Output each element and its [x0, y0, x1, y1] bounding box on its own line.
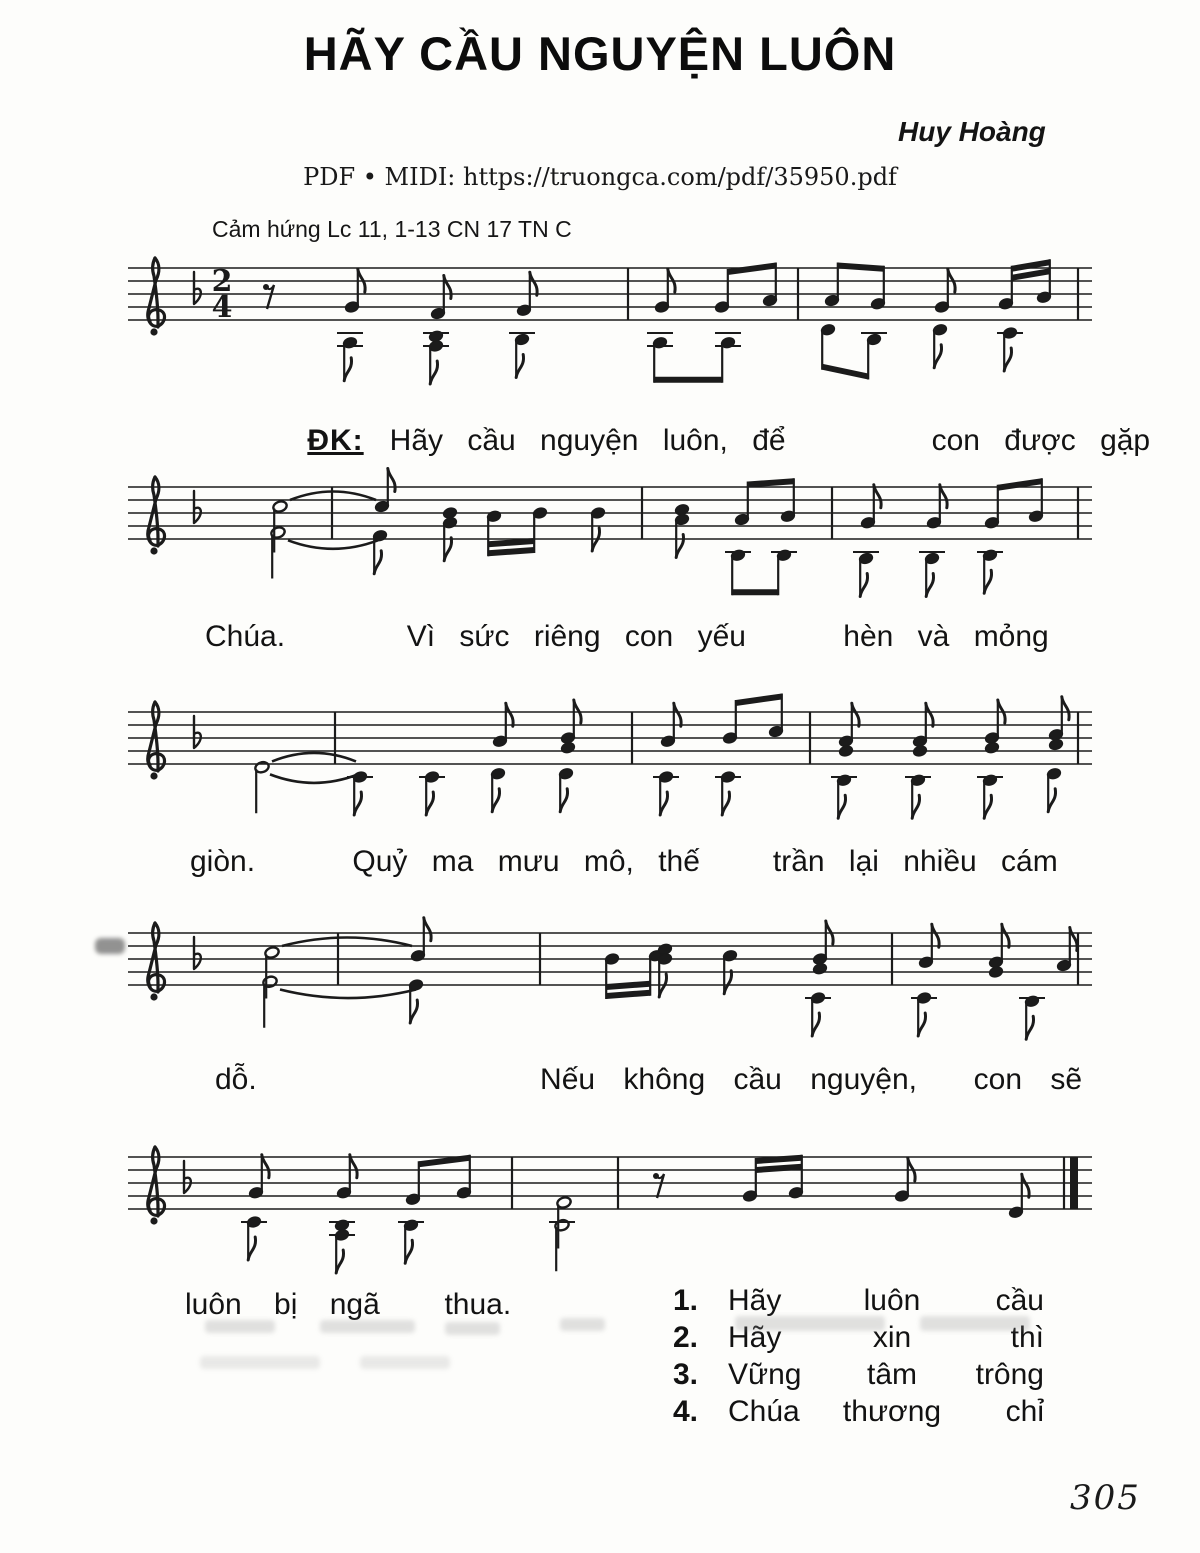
- verse-word: Chúa: [728, 1395, 800, 1428]
- staff-4: [120, 888, 1095, 1058]
- verse-word: Vững: [728, 1358, 802, 1391]
- verse-word: Hãy: [728, 1321, 782, 1354]
- lyric-line-3: giòn. Quỷ ma mưu mô, thế trần lại nhiều cám: [190, 845, 1058, 878]
- verse-word: tâm: [866, 1358, 917, 1391]
- lyric-text: Hãy cầu nguyện luôn, để con được gặp: [389, 424, 1151, 457]
- verse-word: thì: [1010, 1321, 1044, 1354]
- refrain-label: ĐK:: [307, 424, 364, 457]
- page-title: HÃY CẦU NGUYỆN LUÔN: [303, 27, 897, 80]
- verse-row-4: [652, 1395, 1044, 1432]
- verse-word: xin: [872, 1321, 912, 1354]
- verse-word: luôn: [863, 1284, 921, 1317]
- print-bleed-artifact: [200, 1356, 320, 1369]
- page-number: 305: [1070, 1478, 1141, 1518]
- composer-name: Huy Hoàng: [898, 116, 1046, 147]
- verse-number: 4.: [672, 1395, 698, 1428]
- print-bleed-artifact: [360, 1356, 450, 1369]
- inspiration-note: Cảm hứng Lc 11, 1-13 CN 17 TN C: [212, 216, 572, 242]
- verse-number: 1.: [672, 1284, 698, 1317]
- verse-list: [652, 1284, 1044, 1432]
- svg-text:2: 2: [211, 264, 233, 299]
- lyric-line-2: Chúa. Vì sức riêng con yếu hèn và mỏng: [205, 620, 1049, 653]
- verse-word: thương: [842, 1395, 942, 1428]
- print-bleed-artifact: [320, 1320, 415, 1333]
- staff-1: [120, 223, 1095, 393]
- svg-text:4: 4: [211, 290, 233, 325]
- verse-word: cầu: [995, 1284, 1044, 1317]
- lyric-line-refrain: [210, 390, 1150, 492]
- print-bleed-artifact: [560, 1318, 605, 1331]
- verse-row-3: [652, 1358, 1044, 1395]
- verse-number: 3.: [672, 1358, 698, 1391]
- print-bleed-artifact: [205, 1320, 275, 1333]
- print-bleed-artifact: [445, 1322, 500, 1335]
- print-bleed-artifact: [920, 1316, 1030, 1331]
- lyric-line-5: luôn bị ngã thua.: [185, 1288, 512, 1321]
- lyric-line-4: dỗ. Nếu không cầu nguyện, con sẽ: [215, 1063, 1083, 1096]
- print-bleed-artifact: [735, 1316, 885, 1331]
- verse-word: chỉ: [1005, 1395, 1044, 1428]
- verse-word: Hãy: [728, 1284, 782, 1317]
- pdf-midi-link-text: PDF • MIDI: https://truongca.com/pdf/35950.pdf: [303, 163, 897, 191]
- staff-5: [120, 1112, 1095, 1282]
- verse-number: 2.: [672, 1321, 698, 1354]
- scan-smudge-artifact: [95, 938, 125, 954]
- verse-word: trông: [975, 1358, 1044, 1391]
- staff-3: [120, 667, 1095, 837]
